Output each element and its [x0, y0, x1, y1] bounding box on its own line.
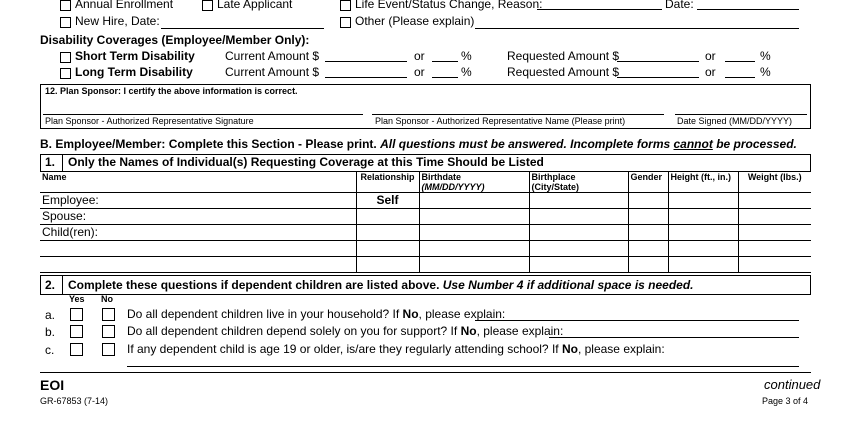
- std-or-1: or: [414, 49, 425, 63]
- ltd-current-label: Current Amount $: [225, 65, 320, 79]
- q2b-no-checkbox[interactable]: [102, 325, 115, 338]
- employee-birthplace-cell[interactable]: [529, 193, 628, 209]
- ltd-requested-pct-field[interactable]: [725, 77, 755, 78]
- std-pct-1: %: [461, 49, 472, 63]
- std-current-field[interactable]: [325, 61, 407, 62]
- q1-number: 1.: [45, 155, 56, 169]
- spouse-weight-cell[interactable]: [738, 209, 811, 225]
- child2-relationship-cell[interactable]: [356, 241, 419, 257]
- q2b-text-post: , please explain:: [476, 324, 564, 338]
- q2-top-rule: [40, 275, 811, 276]
- table-row: [40, 241, 811, 257]
- child3-birthdate-cell[interactable]: [419, 257, 529, 273]
- col-header-weight: Weight (lbs.): [738, 172, 811, 193]
- plan-sponsor-right-rule: [810, 84, 811, 128]
- life-event-reason-field[interactable]: [537, 9, 662, 10]
- std-or-2: or: [705, 49, 716, 63]
- ltd-requested-label: Requested Amount $: [507, 65, 620, 79]
- employee-relationship-self: Self: [356, 193, 419, 209]
- sponsor-date-field[interactable]: [675, 114, 807, 115]
- coverage-table-header: [40, 172, 811, 193]
- child2-gender-cell[interactable]: [628, 241, 668, 257]
- q2-title-note: Use Number 4 if additional space is needed.: [442, 278, 694, 292]
- employee-birthdate-cell[interactable]: [419, 193, 529, 209]
- child3-weight-cell[interactable]: [738, 257, 811, 273]
- ltd-checkbox[interactable]: [60, 68, 71, 79]
- q2a-label: a.: [45, 308, 56, 322]
- life-event-date-label: Date:: [665, 0, 694, 11]
- life-event-label: Life Event/Status Change, Reason:: [355, 0, 543, 11]
- eoi-label: EOI: [40, 377, 65, 393]
- child1-height-cell[interactable]: [668, 225, 738, 241]
- sponsor-signature-caption: Plan Sponsor - Authorized Representative Signature: [45, 116, 254, 126]
- std-requested-field[interactable]: [617, 61, 699, 62]
- annual-enrollment-label: Annual Enrollment: [75, 0, 174, 11]
- q2c-label: c.: [45, 343, 55, 357]
- plan-sponsor-left-rule: [40, 84, 41, 128]
- row-label-employee: Employee:: [40, 193, 356, 209]
- plan-sponsor-bottom-rule: [40, 128, 811, 129]
- child1-birthplace-cell[interactable]: [529, 225, 628, 241]
- q2b-yes-checkbox[interactable]: [70, 325, 83, 338]
- table-row: [40, 209, 811, 225]
- spouse-birthdate-cell[interactable]: [419, 209, 529, 225]
- child3-relationship-cell[interactable]: [356, 257, 419, 273]
- row-label-spouse: Spouse:: [40, 209, 356, 225]
- child3-height-cell[interactable]: [668, 257, 738, 273]
- sponsor-date-caption: Date Signed (MM/DD/YYYY): [677, 116, 793, 126]
- child2-birthplace-cell[interactable]: [529, 241, 628, 257]
- child2-weight-cell[interactable]: [738, 241, 811, 257]
- q2b-label: b.: [45, 325, 56, 339]
- child2-name-cell[interactable]: [40, 241, 356, 257]
- child3-gender-cell[interactable]: [628, 257, 668, 273]
- section-b-warning-b: be processed.: [716, 137, 797, 151]
- other-checkbox[interactable]: [340, 17, 351, 28]
- q1-right-rule: [810, 154, 811, 171]
- q2a-explain-field[interactable]: [475, 320, 799, 321]
- coverage-table: [40, 171, 811, 273]
- ltd-or-2: or: [705, 65, 716, 79]
- other-label: Other (Please explain): [355, 14, 475, 28]
- q2c-yes-checkbox[interactable]: [70, 343, 83, 356]
- std-current-pct-field[interactable]: [432, 61, 458, 62]
- q2a-text-post: , please explain:: [418, 307, 506, 321]
- child1-birthdate-cell[interactable]: [419, 225, 529, 241]
- q2-left-rule: [40, 275, 41, 294]
- std-checkbox[interactable]: [60, 52, 71, 63]
- q2-bottom-rule: [40, 294, 811, 295]
- ltd-current-field[interactable]: [325, 77, 407, 78]
- spouse-birthplace-cell[interactable]: [529, 209, 628, 225]
- employee-gender-cell[interactable]: [628, 193, 668, 209]
- q1-num-divider: [62, 154, 63, 171]
- std-current-label: Current Amount $: [225, 49, 320, 63]
- col-header-gender: Gender: [628, 172, 668, 193]
- q2b-text: Do all dependent children depend solely on you for support? If: [127, 324, 458, 338]
- no-header: No: [101, 294, 113, 304]
- ltd-or-1: or: [414, 65, 425, 79]
- employee-height-cell[interactable]: [668, 193, 738, 209]
- section-b-heading: [40, 137, 797, 151]
- child2-height-cell[interactable]: [668, 241, 738, 257]
- std-label: Short Term Disability: [75, 49, 195, 63]
- q2c-no-emphasis: No: [561, 342, 578, 356]
- child1-weight-cell[interactable]: [738, 225, 811, 241]
- col-header-name: Name: [40, 172, 356, 193]
- section-b-prefix: B. Employee/Member: Complete this Section - Please print.: [40, 137, 377, 151]
- q2c-text: If any dependent child is age 19 or older, is/are they regularly attending school? If: [127, 342, 559, 356]
- q2a-yes-checkbox[interactable]: [70, 308, 83, 321]
- section-bottom-rule: [40, 372, 811, 373]
- col-header-birthdate: [419, 172, 529, 193]
- q1-left-rule: [40, 154, 41, 171]
- col-header-birthplace: Birthplace (City/State): [529, 172, 628, 193]
- child1-gender-cell[interactable]: [628, 225, 668, 241]
- new-hire-checkbox[interactable]: [60, 17, 71, 28]
- q2-right-rule: [810, 275, 811, 294]
- q1-title: Only the Names of Individual(s) Requesting Coverage at this Time Should be Listed: [68, 155, 544, 169]
- child3-name-cell[interactable]: [40, 257, 356, 273]
- q2c-text-post: , please explain:: [577, 342, 665, 356]
- section-b-cannot: cannot: [673, 137, 713, 151]
- ltd-label: Long Term Disability: [75, 65, 193, 79]
- birthdate-label: Birthdate: [421, 172, 462, 182]
- std-pct-2: %: [760, 49, 771, 63]
- disability-heading: Disability Coverages (Employee/Member Only):: [40, 33, 310, 47]
- section-b-warning-a: All questions must be answered. Incomplete forms: [380, 137, 671, 151]
- yes-header: Yes: [69, 294, 85, 304]
- sponsor-signature-field[interactable]: [43, 114, 363, 115]
- form-number: GR-67853 (7-14): [40, 396, 109, 406]
- plan-sponsor-top-rule: [40, 84, 810, 85]
- child1-relationship-cell[interactable]: [356, 225, 419, 241]
- new-hire-label: New Hire, Date:: [75, 14, 160, 28]
- ltd-pct-1: %: [461, 65, 472, 79]
- q2c-explain-field[interactable]: [127, 366, 799, 367]
- table-row: [40, 193, 811, 209]
- spouse-height-cell[interactable]: [668, 209, 738, 225]
- life-event-checkbox[interactable]: [340, 0, 351, 11]
- other-explain-field[interactable]: [475, 28, 799, 29]
- q2b-no-emphasis: No: [460, 324, 477, 338]
- row-label-children: Child(ren):: [40, 225, 356, 241]
- sponsor-name-caption: Plan Sponsor - Authorized Representative Name (Please print): [375, 116, 626, 126]
- ltd-current-pct-field[interactable]: [432, 77, 458, 78]
- q2a-text: Do all dependent children live in your household? If: [127, 307, 400, 321]
- life-event-date-field[interactable]: [697, 9, 799, 10]
- q2-title: Complete these questions if dependent children are listed above.: [68, 278, 440, 292]
- col-header-height: Height (ft., in.): [668, 172, 738, 193]
- late-applicant-checkbox[interactable]: [202, 0, 213, 11]
- std-requested-pct-field[interactable]: [725, 61, 755, 62]
- std-requested-label: Requested Amount $: [507, 49, 620, 63]
- q2b-question: [127, 324, 563, 338]
- q2a-no-checkbox[interactable]: [102, 308, 115, 321]
- sponsor-name-field[interactable]: [372, 114, 664, 115]
- q2a-question: [127, 307, 505, 321]
- child3-birthplace-cell[interactable]: [529, 257, 628, 273]
- ltd-pct-2: %: [760, 65, 771, 79]
- employee-weight-cell[interactable]: [738, 193, 811, 209]
- birthdate-format: (MM/DD/YYYY): [421, 182, 485, 192]
- q2-number: 2.: [45, 278, 56, 292]
- table-row: [40, 257, 811, 273]
- continued-label: continued: [764, 377, 821, 392]
- q2b-explain-field[interactable]: [549, 337, 799, 338]
- q2c-question: [127, 342, 665, 356]
- q2-num-divider: [62, 275, 63, 294]
- q2-title-block: [68, 278, 694, 292]
- child2-birthdate-cell[interactable]: [419, 241, 529, 257]
- annual-enrollment-checkbox[interactable]: [60, 0, 71, 11]
- q2a-no-emphasis: No: [402, 307, 419, 321]
- page-number: Page 3 of 4: [762, 396, 809, 406]
- col-header-relationship: Relationship: [356, 172, 419, 193]
- spouse-gender-cell[interactable]: [628, 209, 668, 225]
- ltd-requested-field[interactable]: [617, 77, 699, 78]
- new-hire-date-field[interactable]: [161, 28, 324, 29]
- q2c-no-checkbox[interactable]: [102, 343, 115, 356]
- late-applicant-label: Late Applicant: [217, 0, 293, 11]
- table-row: [40, 225, 811, 241]
- plan-sponsor-certification: 12. Plan Sponsor: I certify the above information is correct.: [45, 86, 298, 96]
- spouse-relationship-cell[interactable]: [356, 209, 419, 225]
